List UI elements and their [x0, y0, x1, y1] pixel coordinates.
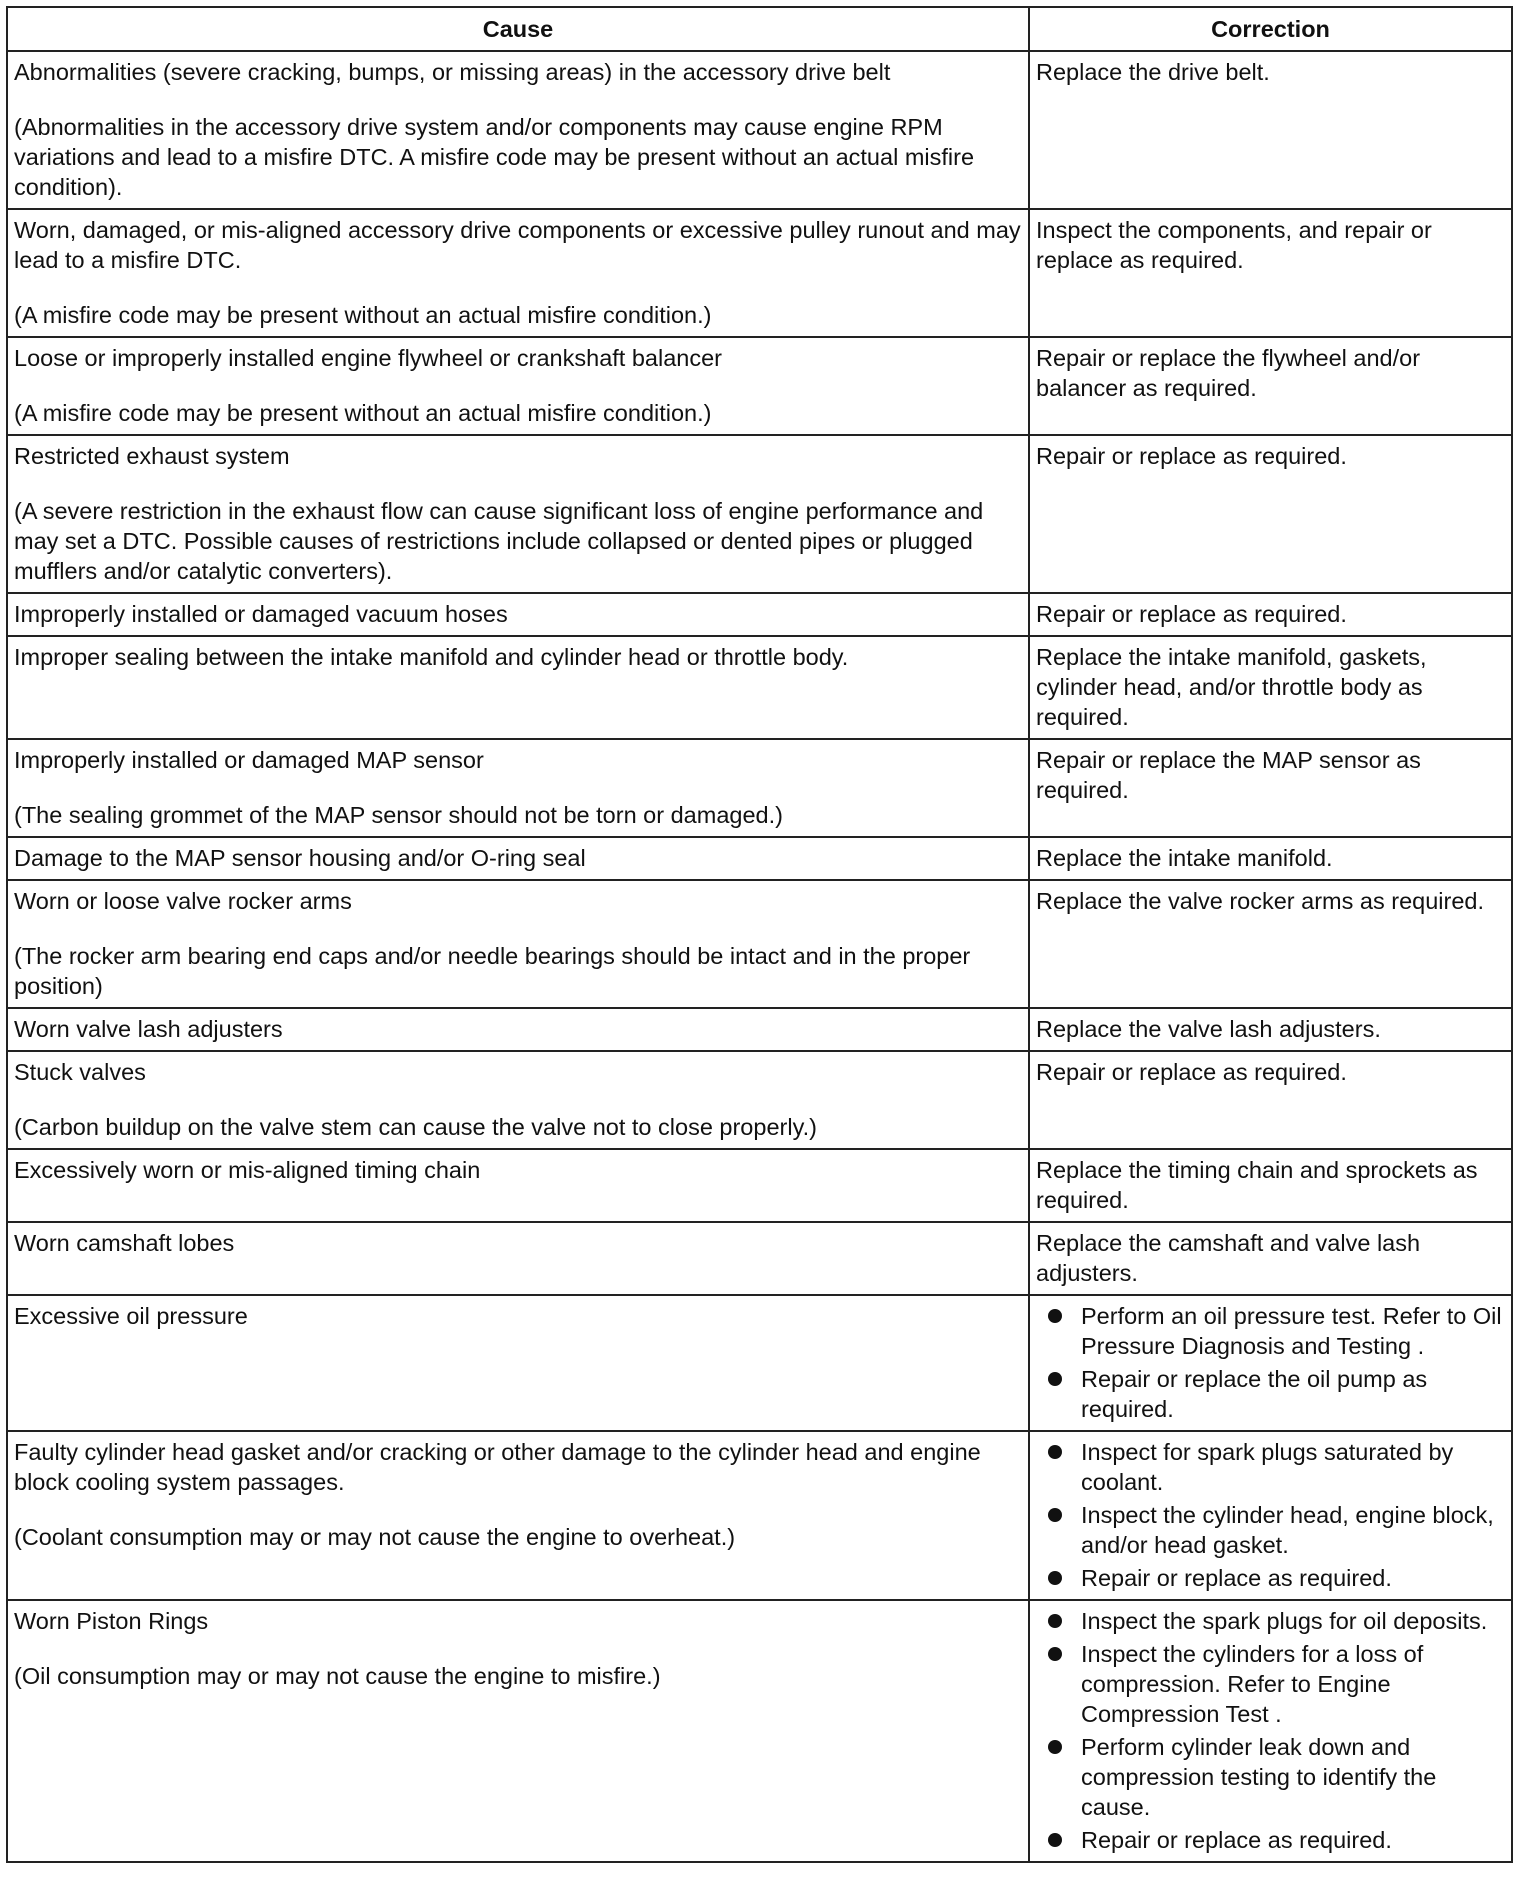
correction-cell	[1029, 1431, 1512, 1600]
cause-text: Worn Piston Rings	[14, 1608, 209, 1634]
correction-step: Inspect the spark plugs for oil deposits.	[1081, 1606, 1505, 1636]
cause-cell	[7, 1295, 1029, 1431]
cause-text: Abnormalities (severe cracking, bumps, or missing areas) in the accessory drive belt	[14, 59, 891, 85]
correction-steps-list	[1036, 1437, 1505, 1593]
table-row	[7, 435, 1512, 593]
correction-cell	[1029, 209, 1512, 337]
correction-text: Repair or replace as required.	[1036, 1059, 1347, 1085]
cause-note: (A misfire code may be present without an actual misfire condition.)	[14, 302, 712, 328]
correction-cell	[1029, 593, 1512, 636]
cause-note: (The rocker arm bearing end caps and/or needle bearings should be intact and in the proper position)	[14, 943, 971, 999]
cause-cell	[7, 837, 1029, 880]
cause-text: Stuck valves	[14, 1059, 146, 1085]
cause-cell	[7, 636, 1029, 739]
correction-text: Repair or replace the MAP sensor as required.	[1036, 747, 1421, 803]
table-row	[7, 1149, 1512, 1222]
correction-step: Perform an oil pressure test. Refer to Oil Pressure Diagnosis and Testing .	[1081, 1301, 1505, 1361]
correction-cell	[1029, 1149, 1512, 1222]
cause-text: Worn camshaft lobes	[14, 1230, 235, 1256]
cause-text: Worn or loose valve rocker arms	[14, 888, 352, 914]
correction-text: Inspect the components, and repair or replace as required.	[1036, 217, 1432, 273]
table-row	[7, 209, 1512, 337]
correction-cell	[1029, 837, 1512, 880]
table-row	[7, 1295, 1512, 1431]
cause-note: (Carbon buildup on the valve stem can cause the valve not to close properly.)	[14, 1114, 817, 1140]
correction-step: Perform cylinder leak down and compression testing to identify the cause.	[1081, 1732, 1505, 1822]
cause-note: (A misfire code may be present without an actual misfire condition.)	[14, 400, 712, 426]
correction-step: Repair or replace the oil pump as required.	[1081, 1364, 1505, 1424]
cause-cell	[7, 51, 1029, 209]
table-row	[7, 337, 1512, 435]
cause-note: (Abnormalities in the accessory drive system and/or components may cause engine RPM variations and lead to a misfire DTC. A misfire code may be present without an actual misfire condition).	[14, 114, 975, 200]
correction-cell	[1029, 337, 1512, 435]
correction-column-header: Correction	[1029, 7, 1512, 51]
correction-text: Replace the intake manifold.	[1036, 845, 1333, 871]
cause-cell	[7, 1431, 1029, 1600]
correction-text: Repair or replace as required.	[1036, 601, 1347, 627]
table-row	[7, 593, 1512, 636]
correction-steps-list	[1036, 1301, 1505, 1424]
correction-cell	[1029, 1051, 1512, 1149]
cause-text: Improper sealing between the intake manifold and cylinder head or throttle body.	[14, 644, 849, 670]
correction-text: Replace the valve rocker arms as required.	[1036, 888, 1485, 914]
correction-cell	[1029, 739, 1512, 837]
cause-text: Faulty cylinder head gasket and/or cracking or other damage to the cylinder head and engine block cooling system passages.	[14, 1439, 981, 1495]
cause-text: Worn, damaged, or mis-aligned accessory drive components or excessive pulley runout and may lead to a misfire DTC.	[14, 217, 1021, 273]
cause-cell	[7, 739, 1029, 837]
correction-text: Repair or replace as required.	[1036, 443, 1347, 469]
cause-note: (The sealing grommet of the MAP sensor should not be torn or damaged.)	[14, 802, 783, 828]
correction-step: Repair or replace as required.	[1081, 1563, 1505, 1593]
correction-steps-list	[1036, 1606, 1505, 1855]
correction-cell	[1029, 1008, 1512, 1051]
correction-step: Inspect for spark plugs saturated by coolant.	[1081, 1437, 1505, 1497]
correction-cell	[1029, 636, 1512, 739]
cause-cell	[7, 1051, 1029, 1149]
cause-cell	[7, 337, 1029, 435]
table-row	[7, 1222, 1512, 1295]
correction-text: Replace the intake manifold, gaskets, cylinder head, and/or throttle body as required.	[1036, 644, 1427, 730]
table-row	[7, 1431, 1512, 1600]
cause-cell	[7, 1222, 1029, 1295]
table-row	[7, 739, 1512, 837]
diagnostic-table	[6, 6, 1513, 1863]
correction-step: Inspect the cylinders for a loss of compression. Refer to Engine Compression Test .	[1081, 1639, 1505, 1729]
correction-text: Replace the valve lash adjusters.	[1036, 1016, 1381, 1042]
table-row	[7, 636, 1512, 739]
cause-cell	[7, 209, 1029, 337]
cause-cell	[7, 593, 1029, 636]
cause-note: (Coolant consumption may or may not cause the engine to overheat.)	[14, 1524, 736, 1550]
table-row	[7, 51, 1512, 209]
correction-cell	[1029, 1222, 1512, 1295]
correction-cell	[1029, 1295, 1512, 1431]
table-row	[7, 1008, 1512, 1051]
cause-text: Improperly installed or damaged MAP sensor	[14, 747, 484, 773]
cause-text: Damage to the MAP sensor housing and/or O-ring seal	[14, 845, 586, 871]
cause-text: Restricted exhaust system	[14, 443, 290, 469]
cause-text: Improperly installed or damaged vacuum hoses	[14, 601, 508, 627]
cause-cell	[7, 1600, 1029, 1862]
table-header-row	[7, 7, 1512, 51]
table-row	[7, 880, 1512, 1008]
cause-note: (Oil consumption may or may not cause the engine to misfire.)	[14, 1663, 661, 1689]
correction-text: Replace the drive belt.	[1036, 59, 1270, 85]
cause-note: (A severe restriction in the exhaust flow can cause significant loss of engine performance and may set a DTC. Possible causes of restrictions include collapsed or dented pipes or plugged mufflers and/or catalytic converters).	[14, 498, 984, 584]
correction-text: Replace the camshaft and valve lash adjusters.	[1036, 1230, 1421, 1286]
correction-step: Inspect the cylinder head, engine block, and/or head gasket.	[1081, 1500, 1505, 1560]
correction-cell	[1029, 880, 1512, 1008]
correction-text: Repair or replace the flywheel and/or balancer as required.	[1036, 345, 1421, 401]
correction-cell	[1029, 51, 1512, 209]
cause-cell	[7, 1008, 1029, 1051]
table-row	[7, 1051, 1512, 1149]
cause-column-header: Cause	[7, 7, 1029, 51]
cause-cell	[7, 1149, 1029, 1222]
cause-cell	[7, 435, 1029, 593]
correction-cell	[1029, 1600, 1512, 1862]
table-row	[7, 837, 1512, 880]
cause-text: Loose or improperly installed engine flywheel or crankshaft balancer	[14, 345, 722, 371]
table-row	[7, 1600, 1512, 1862]
cause-text: Worn valve lash adjusters	[14, 1016, 283, 1042]
cause-text: Excessively worn or mis-aligned timing chain	[14, 1157, 481, 1183]
cause-cell	[7, 880, 1029, 1008]
correction-text: Replace the timing chain and sprockets as required.	[1036, 1157, 1478, 1213]
diagnostic-document	[6, 6, 1513, 1863]
correction-step: Repair or replace as required.	[1081, 1825, 1505, 1855]
table-body	[7, 51, 1512, 1862]
cause-text: Excessive oil pressure	[14, 1303, 248, 1329]
correction-cell	[1029, 435, 1512, 593]
